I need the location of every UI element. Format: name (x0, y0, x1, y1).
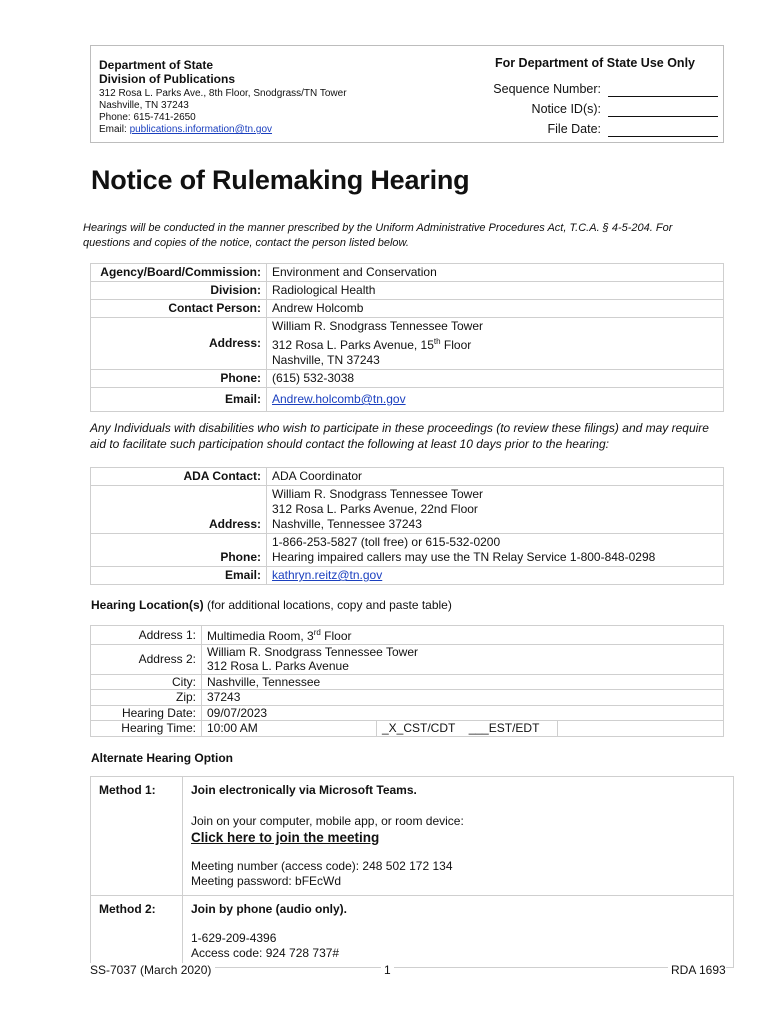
ada-note: Any Individuals with disabilities who wish to participate in these proceedings (to review these filings) and may require aid to facilitate such participation should contact the following at least 10 days prior to the hearing: (90, 421, 709, 451)
timezone-est-label: ___EST/EDT (468, 721, 540, 735)
table-row (91, 300, 724, 318)
ada-contact-label: ADA Contact: (91, 468, 267, 486)
table-row (91, 644, 724, 674)
address-line: William R. Snodgrass Tennessee Tower (207, 644, 418, 659)
timezone-cst[interactable] (377, 721, 558, 737)
ada-phone-label: Phone: (91, 534, 267, 567)
address-line: 312 Rosa L. Parks Avenue, 22nd Floor (272, 502, 478, 516)
ada-email-link[interactable]: kathryn.reitz@tn.gov (272, 568, 383, 582)
address-line: 312 Rosa L. Parks Avenue (207, 659, 349, 673)
dept-address: 312 Rosa L. Parks Ave., 8th Floor, Snodgrass/TN Tower (99, 88, 347, 99)
table-row (91, 567, 724, 585)
file-date-field[interactable] (608, 136, 718, 137)
city-label: City: (91, 674, 202, 690)
method2-title: Join by phone (audio only). (191, 902, 347, 916)
notice-id-label: Notice ID(s): (531, 102, 601, 116)
hearing-date-value: 09/07/2023 (202, 705, 724, 721)
page-title: Notice of Rulemaking Hearing (91, 165, 470, 195)
contact-person-value: Andrew Holcomb (267, 300, 724, 318)
footer-rda: RDA 1693 (668, 963, 726, 977)
zip-label: Zip: (91, 690, 202, 706)
address-line-part: 312 Rosa L. Parks Avenue, 15 (272, 338, 434, 352)
ada-contact-value: ADA Coordinator (267, 468, 724, 486)
method1-content (183, 777, 734, 896)
join-meeting-link[interactable]: Click here to join the meeting (191, 830, 380, 845)
ada-address-label: Address: (91, 486, 267, 534)
contact-email-cell (267, 388, 724, 412)
address1-sup: rd (313, 628, 321, 637)
table-row (91, 370, 724, 388)
alternate-option-title: Alternate Hearing Option (91, 751, 234, 765)
hearing-location-table (90, 625, 724, 737)
contact-phone-label: Phone: (91, 370, 267, 388)
dept-phone: Phone: 615-741-2650 (99, 112, 196, 123)
address2-value (202, 644, 724, 674)
contact-address-label: Address: (91, 318, 267, 370)
table-row (91, 468, 724, 486)
table-row (91, 486, 724, 534)
table-row (91, 264, 724, 282)
file-date-label: File Date: (547, 122, 601, 136)
hearing-location-title-rest: (for additional locations, copy and paste table) (203, 598, 452, 612)
dept-email-row (99, 124, 272, 135)
address1-value (202, 626, 724, 645)
ada-table (90, 467, 724, 585)
division-name: Division of Publications (99, 72, 236, 86)
contact-email-link[interactable]: Andrew.holcomb@tn.gov (272, 392, 406, 406)
footer-form-number: SS-7037 (March 2020) (90, 963, 215, 977)
contact-address-value (267, 318, 724, 370)
address-line-part: Floor (440, 338, 472, 352)
table-row (91, 705, 724, 721)
address-line: Nashville, TN 37243 (272, 353, 380, 367)
header-box (90, 45, 724, 143)
alternate-option-table (90, 776, 734, 968)
method2-phone: 1-629-209-4396 (191, 931, 277, 945)
hearing-location-title-bold: Hearing Location(s) (91, 598, 204, 612)
footer-page-number: 1 (381, 963, 394, 977)
method2-content (183, 896, 734, 968)
timezone-empty-cell (558, 721, 724, 737)
hearing-location-title (91, 598, 452, 612)
method1-label: Method 1: (99, 783, 156, 797)
phone-line: 1-866-253-5827 (toll free) or 615-532-0200 (272, 535, 501, 549)
table-row (91, 777, 734, 896)
method2-label: Method 2: (99, 902, 156, 916)
contact-table (90, 263, 724, 412)
ada-phone-value (267, 534, 724, 567)
contact-phone-value: (615) 532-3038 (267, 370, 724, 388)
intro-text: Hearings will be conducted in the manner prescribed by the Uniform Administrative Procedures Act, T.C.A. § 4-5-204. For questions and copies of the notice, contact the person listed below. (83, 222, 673, 249)
division-value: Radiological Health (267, 282, 724, 300)
ada-address-value (267, 486, 724, 534)
contact-person-label: Contact Person: (91, 300, 267, 318)
phone-line: Hearing impaired callers may use the TN Relay Service 1-800-848-0298 (272, 550, 656, 564)
hearing-time-value: 10:00 AM (202, 721, 377, 737)
ada-email-cell (267, 567, 724, 585)
address2-label: Address 2: (91, 644, 202, 674)
method2-label-cell (91, 896, 183, 968)
dept-city: Nashville, TN 37243 (99, 100, 189, 111)
method2-access-code: Access code: 924 728 737# (191, 946, 340, 960)
dept-name: Department of State (99, 58, 214, 72)
agency-label: Agency/Board/Commission: (91, 264, 267, 282)
table-row (91, 388, 724, 412)
ada-email-label: Email: (91, 567, 267, 585)
address-line: Nashville, Tennessee 37243 (272, 517, 422, 531)
table-row (91, 282, 724, 300)
table-row (91, 674, 724, 690)
address1-label: Address 1: (91, 626, 202, 645)
city-value: Nashville, Tennessee (202, 674, 724, 690)
timezone-cst-label: _X_CST/CDT (382, 721, 456, 735)
notice-id-field[interactable] (608, 116, 718, 117)
hearing-time-label: Hearing Time: (91, 721, 202, 737)
table-row (91, 690, 724, 706)
meeting-number: Meeting number (access code): 248 502 172 134 (191, 859, 453, 873)
table-row (91, 721, 724, 737)
table-row (91, 626, 724, 645)
table-row (91, 534, 724, 567)
method1-label-cell (91, 777, 183, 896)
method1-title: Join electronically via Microsoft Teams. (191, 783, 417, 797)
table-row (91, 896, 734, 968)
hearing-date-label: Hearing Date: (91, 705, 202, 721)
address-line-sup: th (433, 337, 441, 346)
address1-part: Multimedia Room, 3 (207, 629, 314, 643)
address-line (272, 334, 718, 353)
method1-join-text: Join on your computer, mobile app, or room device: (191, 814, 464, 828)
meeting-password: Meeting password: bFEcWd (191, 874, 342, 888)
use-only-title: For Department of State Use Only (494, 56, 695, 70)
table-row (91, 318, 724, 370)
sequence-field[interactable] (608, 96, 718, 97)
contact-email-label: Email: (91, 388, 267, 412)
address1-part: Floor (320, 629, 352, 643)
zip-value: 37243 (202, 690, 724, 706)
division-label: Division: (91, 282, 267, 300)
dept-email-link[interactable]: publications.information@tn.gov (129, 124, 273, 135)
address-line: William R. Snodgrass Tennessee Tower (272, 319, 483, 333)
agency-value: Environment and Conservation (267, 264, 724, 282)
sequence-label: Sequence Number: (493, 82, 601, 96)
dept-email-label: Email: (99, 124, 130, 135)
address-line: William R. Snodgrass Tennessee Tower (272, 487, 483, 501)
